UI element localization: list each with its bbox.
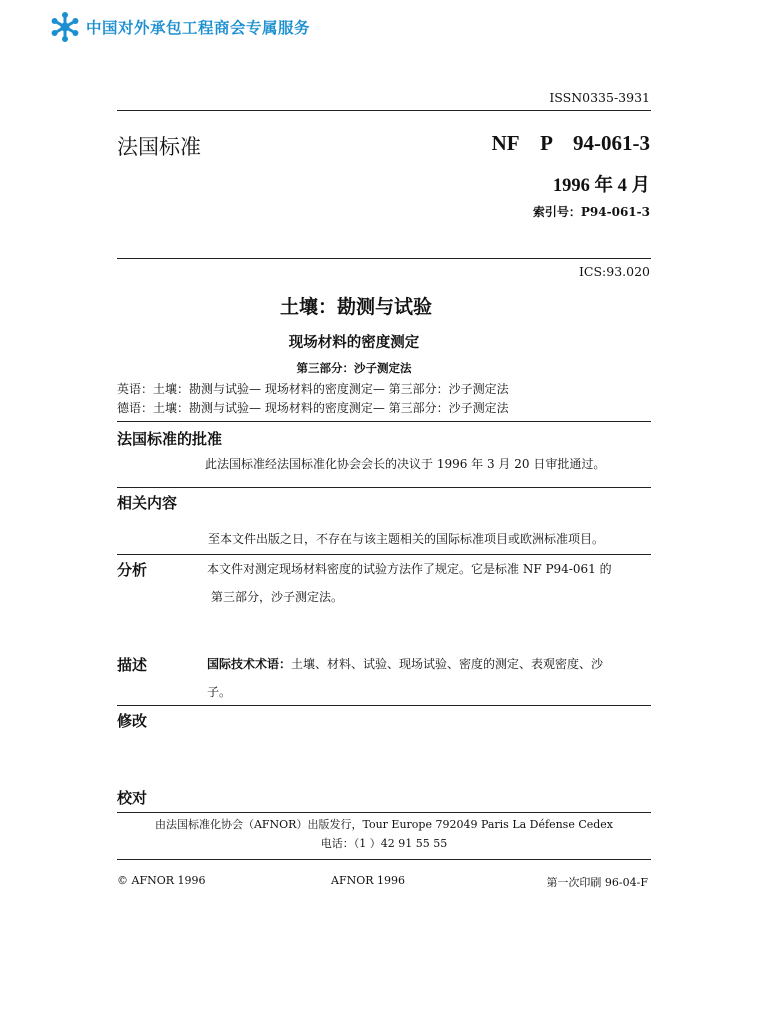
footer-rule-top — [117, 812, 651, 813]
title-rule — [117, 258, 651, 259]
section-rule-3 — [117, 554, 651, 555]
section-rule-4 — [117, 705, 651, 706]
analysis-line-2: 第三部分，沙子测定法。 — [211, 590, 344, 604]
english-title: 英语：土壤：勘测与试验— 现场材料的密度测定— 第三部分：沙子测定法 — [117, 382, 509, 396]
copyright: © AFNOR 1996 — [117, 874, 206, 887]
service-banner — [50, 10, 310, 44]
description-line-1 — [207, 652, 603, 676]
approval-text: 此法国标准经法国标准化协会会长的决议于 1996 年 3 月 20 日审批通过。 — [205, 457, 606, 471]
description-label: 国际技术术语： — [207, 657, 292, 671]
description-terms: 土壤、材料、试验、现场试验、密度的测定、表观密度、沙 — [291, 657, 604, 671]
analysis-heading: 分析 — [117, 561, 148, 579]
footer-rule-bottom — [117, 859, 651, 860]
standard-code: NF P 94-061-3 — [491, 131, 650, 155]
index-number: 索引号：P94-061-3 — [532, 205, 650, 219]
description-heading: 描述 — [117, 656, 148, 674]
print-edition: 第一次印刷 96-04-F — [546, 876, 648, 889]
approval-heading: 法国标准的批准 — [117, 430, 223, 448]
sub-title-text: 现场材料的密度测定 — [288, 334, 420, 351]
section-rule-1 — [117, 421, 651, 422]
header-rule — [117, 110, 651, 111]
part-title-text: 第三部分：沙子测定法 — [296, 361, 412, 375]
snowflake-logo-icon — [50, 12, 80, 42]
german-title: 德语：土壤：勘测与试验— 现场材料的密度测定— 第三部分：沙子测定法 — [117, 401, 509, 415]
description-line-2: 子。 — [207, 685, 232, 699]
standard-title: 法国标准 — [117, 135, 201, 159]
banner-text: 中国对外承包工程商会专属服务 — [86, 19, 311, 37]
part-title — [0, 360, 768, 376]
publisher-info: 由法国标准化协会（AFNOR）出版发行，Tour Europe 792049 Paris La Défense Cedex — [154, 818, 614, 831]
main-title-text: 土壤：勘测与试验 — [279, 296, 432, 318]
ics-code: ICS:93.020 — [578, 264, 650, 279]
modification-heading: 修改 — [117, 712, 148, 730]
related-text: 至本文件出版之日，不存在与该主题相关的国际标准项目或欧洲标准项目。 — [208, 532, 605, 546]
sub-title — [0, 331, 768, 352]
related-heading: 相关内容 — [117, 494, 178, 512]
analysis-line-1: 本文件对测定现场材料密度的试验方法作了规定。它是标准 NF P94-061 的 — [207, 562, 612, 576]
main-title — [0, 292, 768, 319]
footer-center-text: AFNOR 1996 — [331, 874, 405, 887]
publication-date: 1996 年 4 月 — [552, 176, 650, 196]
proofreading-heading: 校对 — [117, 789, 148, 807]
section-rule-2 — [117, 487, 651, 488]
phone-info: 电话：（1 ）42 91 55 55 — [320, 837, 448, 850]
issn-number: ISSN0335-3931 — [549, 90, 650, 105]
